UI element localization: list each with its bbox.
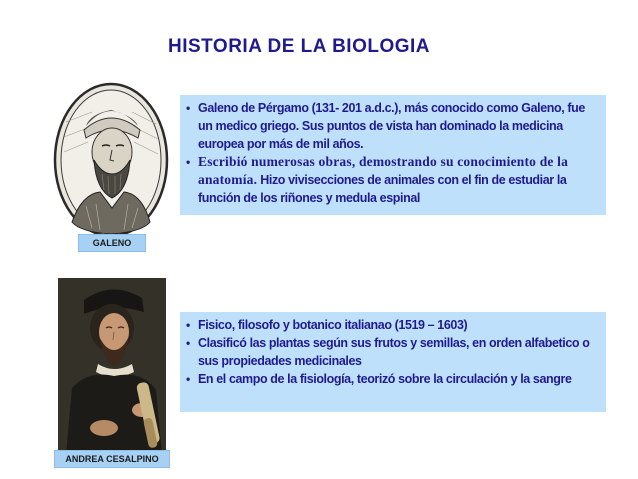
bullet-icon: • [186,318,190,332]
galeno-bullet-2-text: Hizo vivisecciones de animales con el fin de estudiar la función de los riñones y medula espinal [198,173,567,205]
galeno-bullet-list [184,99,598,207]
cesalpino-bullet-1 [184,316,598,334]
galeno-name-label: GALENO [78,234,146,252]
cesalpino-bullet-3 [184,370,598,388]
bullet-icon: • [186,155,190,169]
slide-title: HISTORIA DE LA BIOLOGIA [168,36,431,57]
galeno-text-box [180,95,606,215]
galeno-bullet-2-serif-text: Escribió numerosas obras, demostrando su conocimiento de la anatomía. [198,154,569,187]
bullet-icon: • [186,372,190,386]
cesalpino-bullet-2 [184,334,598,370]
bullet-icon: • [186,101,190,115]
cesalpino-bullet-1-text: Fisico, filosofo y botanico italianao (1519 – 1603) [198,318,468,332]
galeno-bullet-1 [184,99,598,153]
cesalpino-bullet-list [184,316,598,388]
galeno-bullet-1-text: Galeno de Pérgamo (131- 201 a.d.c.), más conocido como Galeno, fue un medico griego. Sus puntos de vista han dominado la medicina europea por más de mil años. [198,101,585,151]
cesalpino-portrait-image [58,278,166,454]
cesalpino-bullet-2-text: Clasificó las plantas según sus frutos y semillas, en orden alfabetico o sus propiedades medicinales [198,336,590,368]
cesalpino-name-label: ANDREA CESALPINO [54,450,170,468]
galeno-bullet-2 [184,153,598,207]
bullet-icon: • [186,336,190,350]
galeno-portrait-image [52,82,170,238]
cesalpino-text-box [180,312,606,412]
cesalpino-bullet-3-text: En el campo de la fisiología, teorizó sobre la circulación y la sangre [198,372,572,386]
